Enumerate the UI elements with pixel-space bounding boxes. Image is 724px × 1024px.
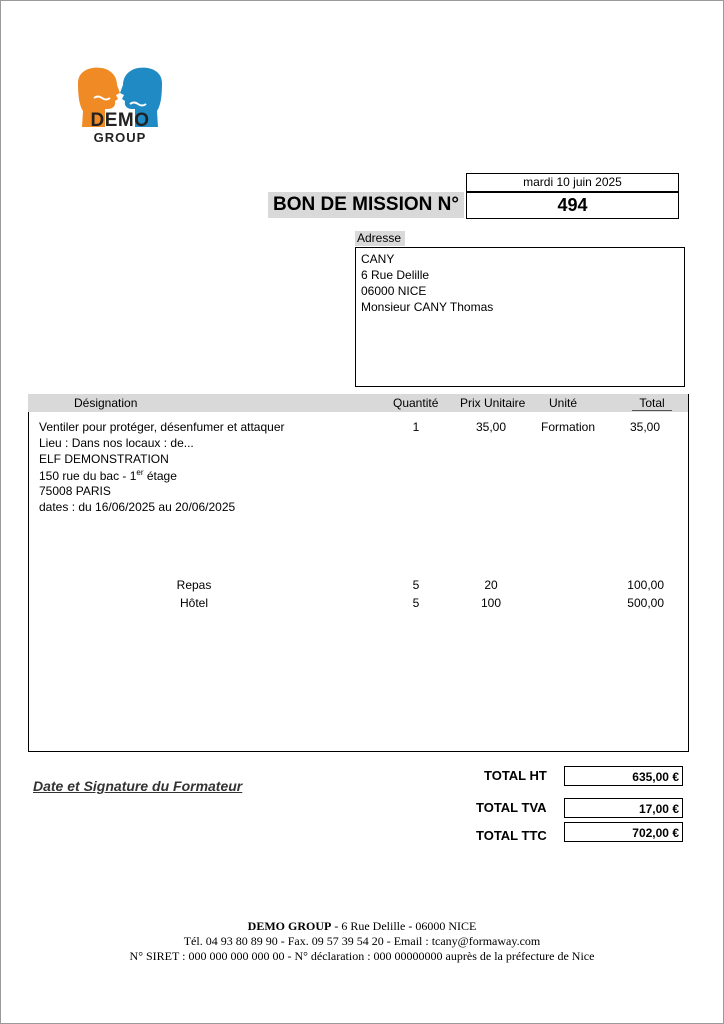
designation-line: 75008 PARIS: [39, 484, 111, 498]
extra-row-unit-price: 100: [480, 596, 502, 610]
logo-text-group: GROUP: [93, 130, 147, 145]
designation-line: [39, 468, 177, 483]
total-tva-label: TOTAL TVA: [476, 800, 547, 815]
header-unit-price: Prix Unitaire: [460, 396, 526, 410]
designation-line: ELF DEMONSTRATION: [39, 452, 169, 466]
header-unit: Unité: [549, 396, 578, 410]
document-title: BON DE MISSION N°: [268, 192, 464, 218]
address-box: [355, 247, 685, 387]
extra-row-quantity: 5: [412, 578, 420, 592]
document-date: mardi 10 juin 2025: [466, 173, 679, 192]
address-label: Adresse: [355, 231, 405, 246]
address-line-city: 06000 NICE: [361, 284, 427, 298]
designation-line: Ventiler pour protéger, désenfumer et attaquer: [39, 420, 285, 434]
floor-superscript: er: [136, 468, 144, 477]
address-line-street: 6 Rue Delille: [361, 268, 430, 282]
extra-row-designation: Repas: [176, 578, 212, 592]
extra-row-total: 500,00: [627, 596, 664, 610]
footer-company-name: DEMO GROUP: [247, 919, 332, 933]
footer-legal: N° SIRET : 000 000 000 000 00 - N° déclaration : 000 00000000 auprès de la préfecture de Nice: [129, 949, 595, 963]
extra-row-quantity: 5: [412, 596, 420, 610]
floor-suffix: étage: [143, 469, 177, 483]
address-line-name: CANY: [361, 252, 395, 266]
table-header: [28, 394, 688, 412]
total-ttc-label: TOTAL TTC: [476, 828, 547, 843]
address-line-contact: Monsieur CANY Thomas: [361, 300, 494, 314]
row-unit: Formation: [540, 420, 596, 434]
header-quantity: Quantité: [393, 396, 439, 410]
designation-line: dates : du 16/06/2025 au 20/06/2025: [39, 500, 236, 514]
footer-company-address: - 6 Rue Delille - 06000 NICE: [331, 919, 477, 933]
header-total: Total: [632, 396, 672, 411]
footer-company: [0, 919, 724, 934]
extra-row-total: 100,00: [627, 578, 664, 592]
signature-label: Date et Signature du Formateur: [33, 778, 243, 794]
header-designation: Désignation: [74, 396, 138, 410]
total-ttc-value: 702,00 €: [564, 822, 683, 842]
footer-contact: Tél. 04 93 80 89 90 - Fax. 09 57 39 54 20 - Email : tcany@formaway.com: [183, 934, 541, 948]
extra-row-designation: Hôtel: [179, 596, 208, 610]
designation-line: Lieu : Dans nos locaux : de...: [39, 436, 194, 450]
total-ht-value: 635,00 €: [564, 766, 683, 786]
total-tva-value: 17,00 €: [564, 798, 683, 818]
logo-text-demo: DEMO: [90, 110, 150, 131]
mission-number: 494: [466, 192, 679, 219]
row-total: 35,00: [629, 420, 660, 434]
row-unit-price: 35,00: [475, 420, 507, 434]
extra-row-unit-price: 20: [484, 578, 498, 592]
total-ht-label: TOTAL HT: [484, 768, 547, 783]
designation-address-text: 150 rue du bac - 1: [39, 469, 137, 483]
row-quantity: 1: [412, 420, 420, 434]
